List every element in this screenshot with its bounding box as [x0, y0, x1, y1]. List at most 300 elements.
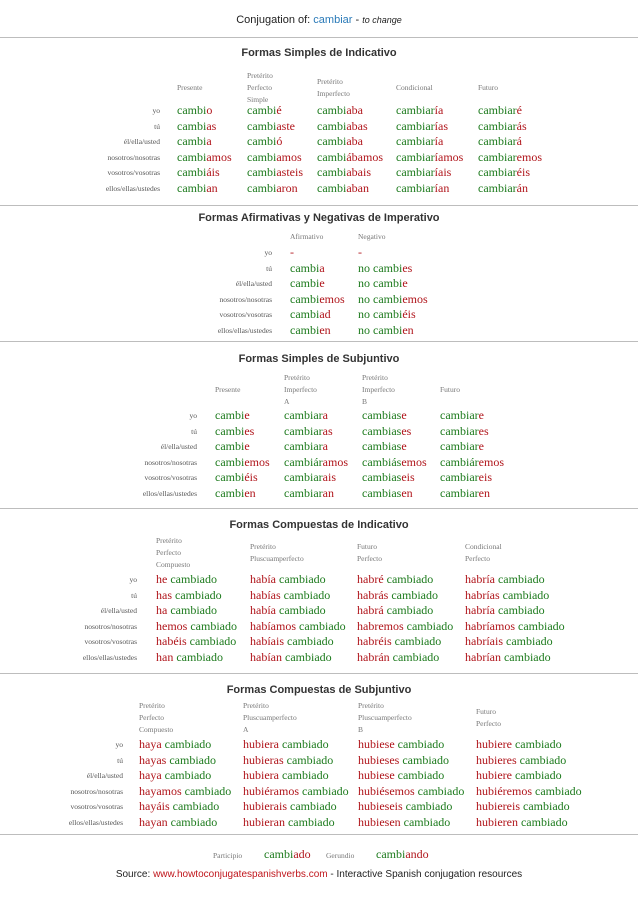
conjugation-cell — [465, 634, 553, 649]
conjugation-cell — [396, 119, 448, 134]
form-part: hubiéramos — [243, 783, 302, 798]
form-part: cambi — [247, 180, 277, 195]
conjugation-cell — [357, 603, 433, 618]
form-part: cambiado — [287, 634, 334, 648]
form-part: cambi — [317, 165, 347, 179]
conjugation-cell — [358, 784, 464, 799]
conjugation-cell — [358, 261, 412, 276]
form-part: á — [516, 134, 522, 148]
form-part: cambi — [215, 454, 245, 469]
form-part: es — [244, 423, 255, 438]
section-title: Formas Compuestas de Subjuntivo — [226, 684, 412, 696]
form-part: cambiado — [535, 783, 582, 798]
conjugation-cell — [358, 753, 449, 768]
conjugation-cell — [177, 134, 212, 149]
pronoun-label: vosotros/vosotras — [219, 310, 272, 319]
conjugation-cell — [478, 165, 530, 180]
form-part: no cambi — [358, 307, 403, 321]
column-header: Pluscuamperfecto — [250, 554, 304, 563]
form-part: cambiado — [302, 783, 349, 798]
form-part: cambiado — [283, 587, 331, 602]
conjugation-cell — [243, 784, 349, 799]
participio-label: Participio — [213, 851, 243, 860]
form-part: habíais — [250, 634, 287, 648]
form-part: cambiar — [396, 149, 435, 164]
header-prefix: Conjugation of: — [236, 14, 314, 26]
form-part: hubieseis — [358, 799, 406, 813]
conjugation-cell — [139, 768, 211, 783]
form-part: hubiere — [476, 737, 515, 751]
form-part: cambiado — [397, 768, 445, 782]
form-part: cambi — [290, 307, 320, 321]
form-part: no cambi — [358, 291, 403, 306]
conjugation-cell — [396, 134, 443, 149]
conjugation-cell — [250, 588, 330, 603]
form-part: habían — [250, 649, 285, 664]
form-part: hubiereis — [476, 799, 523, 813]
form-part: cambiar — [478, 103, 517, 117]
form-part: emos — [401, 454, 427, 469]
conjugation-cell — [358, 307, 416, 322]
form-part: e — [478, 439, 484, 453]
conjugation-cell — [358, 799, 452, 814]
conjugation-cell — [357, 634, 441, 649]
pronoun-label: nosotros/nosotras — [219, 294, 272, 304]
form-part: cambiado — [497, 572, 545, 586]
form-part: e — [402, 276, 408, 290]
form-part: ías — [434, 118, 448, 133]
conjugation-cell — [440, 439, 484, 454]
conjugation-cell — [156, 572, 217, 587]
participio-form — [264, 847, 311, 862]
conjugation-cell — [139, 753, 216, 768]
divider — [0, 673, 638, 674]
form-part: - — [358, 245, 362, 259]
form-part: he — [156, 572, 171, 586]
conjugation-cell — [156, 634, 236, 649]
form-part: cambiado — [523, 799, 570, 813]
form-part: o — [206, 103, 213, 117]
form-part: a — [206, 134, 212, 148]
form-part: habéis — [156, 634, 190, 648]
form-part: cambi — [247, 134, 277, 148]
form-part: abas — [346, 118, 368, 133]
conjugation-cell — [358, 815, 450, 830]
form-part: cambi — [317, 180, 347, 195]
form-part: emos — [478, 454, 504, 469]
form-part: cambi — [177, 165, 207, 179]
column-header: Futuro — [357, 542, 378, 551]
form-part: cambiado — [406, 618, 454, 633]
conjugation-cell — [250, 650, 332, 665]
form-part: cambiado — [397, 737, 445, 751]
conjugation-cell — [476, 799, 570, 814]
form-part: ais — [322, 470, 336, 484]
form-part: a — [322, 408, 328, 422]
form-part: emos — [402, 291, 428, 306]
conjugation-cell — [290, 261, 325, 276]
form-part: éis — [516, 165, 530, 179]
form-part: cambiár — [284, 454, 323, 469]
form-part: hubiera — [243, 737, 282, 751]
form-part: hubieras — [243, 752, 287, 767]
form-part: cambiado — [391, 587, 438, 602]
conjugation-cell — [362, 470, 415, 485]
conjugation-cell — [476, 815, 568, 830]
conjugation-cell — [358, 292, 428, 307]
column-header: Imperfecto — [317, 89, 350, 98]
conjugation-cell — [478, 103, 522, 118]
form-part: a — [322, 439, 328, 453]
source-link[interactable]: www.howtoconjugatespanishverbs.com — [153, 869, 328, 880]
form-part: cambiado — [281, 768, 329, 782]
form-part: es — [478, 423, 489, 438]
form-part: cambiado — [514, 737, 562, 751]
conjugation-cell — [290, 292, 345, 307]
form-part: e — [319, 276, 325, 290]
pronoun-label: él/ella/usted — [235, 279, 272, 288]
pronoun-label: yo — [152, 106, 160, 115]
conjugation-cell — [243, 799, 337, 814]
form-part: e — [244, 408, 250, 422]
form-part: cambiar — [478, 118, 517, 133]
form-part: cambi — [177, 103, 207, 117]
form-part: cambi — [247, 118, 277, 133]
conjugation-cell — [177, 181, 218, 196]
conjugation-cell — [440, 424, 489, 439]
form-part: hubierais — [243, 799, 290, 813]
form-part: emos — [516, 149, 542, 164]
column-header: Afirmativo — [290, 232, 324, 241]
form-part: cambiar — [440, 470, 479, 484]
form-part: as — [206, 118, 217, 133]
form-part: cambias — [362, 423, 402, 438]
conjugation-cell — [358, 276, 408, 291]
form-part: cambiado — [279, 572, 326, 586]
form-part: no cambi — [358, 322, 403, 337]
participio-ending: ado — [293, 847, 311, 861]
header-meaning: to change — [362, 15, 402, 25]
pronoun-label: tú — [154, 121, 160, 131]
conjugation-cell — [215, 470, 258, 485]
form-part: amos — [322, 454, 348, 469]
form-part: ó — [276, 134, 283, 148]
form-part: no cambi — [358, 276, 403, 290]
pronoun-label: ellos/ellas/ustedes — [217, 325, 272, 335]
form-part: án — [516, 180, 528, 195]
pronoun-label: él/ella/usted — [160, 442, 197, 451]
column-header: Perfecto — [247, 83, 272, 92]
pronoun-label: nosotros/nosotras — [144, 457, 197, 467]
conjugation-cell — [156, 650, 223, 665]
form-part: cambiado — [281, 737, 329, 751]
conjugation-cell — [139, 799, 219, 814]
pronoun-label: tú — [117, 755, 123, 765]
conjugation-cell — [247, 165, 303, 180]
conjugation-cell — [362, 439, 407, 454]
section-title: Formas Simples de Indicativo — [241, 47, 397, 59]
column-header: Perfecto — [465, 554, 490, 563]
column-header: Pretérito — [284, 373, 310, 382]
form-part: hayáis — [139, 799, 173, 813]
conjugation-cell — [177, 119, 216, 134]
pronoun-label: él/ella/usted — [100, 606, 137, 615]
pronoun-label: nosotros/nosotras — [70, 786, 123, 796]
form-part: habíamos — [250, 618, 299, 633]
conjugation-cell — [243, 753, 333, 768]
section-title: Formas Compuestas de Indicativo — [229, 519, 409, 531]
form-part: cambiado — [506, 634, 553, 648]
pronoun-label: él/ella/usted — [123, 137, 160, 146]
form-part: cambiar — [440, 423, 479, 438]
conjugation-cell — [290, 307, 331, 322]
form-part: e — [244, 439, 250, 453]
form-part: cambiar — [440, 408, 479, 422]
column-header: Condicional — [396, 83, 433, 92]
form-part: había — [250, 572, 279, 586]
conjugation-cell — [250, 572, 326, 587]
form-part: cambiar — [284, 485, 323, 500]
form-part: éis — [244, 470, 258, 484]
form-part: cambi — [290, 276, 320, 290]
participio-stem: cambi — [264, 847, 294, 861]
form-part: cambiar — [284, 439, 323, 453]
divider — [0, 834, 638, 835]
form-part: cambiado — [164, 768, 212, 782]
form-part: habría — [465, 603, 498, 617]
pronoun-label: tú — [191, 426, 197, 436]
form-part: eis — [478, 470, 492, 484]
conjugation-cell — [357, 650, 439, 665]
form-part: cambi — [215, 423, 245, 438]
form-part: hemos — [156, 618, 191, 633]
section-title: Formas Afirmativas y Negativas de Imperativo — [198, 212, 440, 224]
form-part: cambiado — [394, 634, 442, 648]
conjugation-cell — [478, 119, 527, 134]
conjugation-cell — [247, 181, 298, 196]
conjugation-cell — [139, 737, 211, 752]
column-header: Pretérito — [156, 536, 182, 545]
form-part: en — [319, 322, 331, 337]
form-part: cambiado — [520, 814, 568, 829]
source-suffix: - Interactive Spanish conjugation resources — [327, 869, 523, 880]
form-part: han — [156, 649, 177, 664]
form-part: íamos — [434, 149, 464, 164]
form-part: cambiar — [284, 408, 323, 422]
conjugation-cell — [139, 784, 231, 799]
column-header: Pretérito — [362, 373, 388, 382]
column-header: Pretérito — [247, 71, 273, 80]
column-header: Futuro — [478, 83, 499, 92]
form-part: éis — [402, 307, 416, 321]
conjugation-cell — [290, 276, 325, 291]
form-part: cambi — [215, 485, 245, 500]
form-part: había — [250, 603, 279, 617]
form-part: habrás — [357, 587, 392, 602]
conjugation-cell — [362, 424, 411, 439]
divider — [0, 341, 638, 342]
form-part: cambiado — [184, 783, 232, 798]
form-part: aban — [346, 180, 369, 195]
column-header: Pluscuamperfecto — [358, 713, 412, 722]
header-verb: cambiar — [313, 14, 353, 26]
source-label: Source: — [115, 869, 154, 880]
column-header: Perfecto — [139, 713, 164, 722]
form-part: haya — [139, 768, 165, 782]
pronoun-label: yo — [189, 411, 197, 420]
conjugation-cell — [358, 245, 362, 260]
form-part: cambiar — [284, 470, 323, 484]
form-part: cambiado — [164, 737, 212, 751]
column-header: Futuro — [440, 385, 461, 394]
pronoun-label: nosotros/nosotras — [84, 621, 137, 631]
form-part: cambiar — [396, 134, 435, 148]
form-part: hubieren — [476, 814, 521, 829]
form-part: cambiár — [440, 454, 479, 469]
form-part: habréis — [357, 634, 395, 648]
conjugation-cell — [362, 408, 407, 423]
form-part: habrían — [465, 649, 504, 664]
form-part: habré — [357, 572, 387, 586]
form-part: cambi — [177, 149, 207, 164]
conjugation-cell — [396, 165, 451, 180]
conjugation-cell — [396, 181, 449, 196]
form-part: cambiado — [519, 752, 567, 767]
form-part: cambiado — [403, 814, 451, 829]
form-part: cambiado — [176, 649, 223, 664]
form-part: cambi — [317, 103, 347, 117]
form-part: cambiado — [285, 649, 332, 664]
form-part: cambiar — [284, 423, 323, 438]
conjugation-cell — [317, 181, 369, 196]
form-part: cambiado — [386, 572, 434, 586]
form-part: ás — [516, 118, 527, 133]
conjugation-cell — [177, 165, 220, 180]
conjugation-cell — [156, 603, 217, 618]
form-part: hayas — [139, 752, 170, 767]
conjugation-cell — [243, 737, 329, 752]
form-part: habremos — [357, 618, 407, 633]
conjugation-cell — [362, 486, 413, 501]
form-part: cambias — [362, 470, 402, 484]
form-part: asteis — [276, 165, 303, 179]
form-part: en — [478, 485, 490, 500]
form-part: an — [322, 485, 334, 500]
pronoun-label: yo — [129, 575, 137, 584]
pronoun-label: vosotros/vosotras — [107, 168, 160, 177]
form-part: cambi — [177, 134, 207, 148]
conjugation-cell — [357, 588, 438, 603]
gerundio-stem: cambi — [376, 847, 406, 861]
form-part: habría — [465, 572, 498, 586]
pronoun-label: yo — [264, 248, 272, 257]
form-part: cambiar — [396, 165, 435, 179]
conjugation-cell — [317, 165, 371, 180]
column-header: Perfecto — [357, 554, 382, 563]
section-title: Formas Simples de Subjuntivo — [238, 353, 400, 365]
column-header: Futuro — [476, 707, 497, 716]
form-part: cambiado — [169, 752, 216, 767]
form-part: hubiese — [358, 768, 398, 782]
page-header — [0, 14, 638, 26]
form-part: cambi — [290, 260, 320, 275]
header-dash: - — [352, 14, 363, 26]
form-part: cambiado — [286, 752, 334, 767]
form-part: cambiado — [290, 799, 337, 813]
form-part: emos — [319, 291, 345, 306]
column-header: Negativo — [358, 232, 386, 241]
pronoun-label: ellos/ellas/ustedes — [142, 488, 197, 498]
pronoun-label: ellos/ellas/ustedes — [105, 183, 160, 193]
conjugation-cell — [317, 103, 363, 118]
conjugation-cell — [139, 815, 217, 830]
form-part: habrá — [357, 603, 387, 617]
form-part: eis — [401, 470, 415, 484]
conjugation-cell — [476, 784, 582, 799]
form-part: cambiar — [396, 103, 435, 117]
form-part: cambiar — [478, 165, 517, 179]
pronoun-label: vosotros/vosotras — [84, 637, 137, 646]
column-header: Presente — [177, 83, 203, 92]
conjugation-cell — [284, 470, 336, 485]
conjugation-cell — [290, 323, 331, 338]
form-part: ad — [319, 307, 331, 321]
form-part: cambi — [215, 470, 245, 484]
column-header: B — [358, 725, 364, 734]
form-part: cambiado — [287, 814, 335, 829]
divider — [0, 508, 638, 509]
form-part: íais — [434, 165, 452, 179]
conjugation-cell — [357, 619, 453, 634]
form-part: habías — [250, 587, 284, 602]
conjugation-cell — [284, 439, 328, 454]
form-part: - — [290, 245, 294, 259]
conjugation-cell — [357, 572, 433, 587]
conjugation-cell — [440, 408, 484, 423]
form-part: cambi — [247, 165, 277, 179]
form-part: cambiar — [478, 134, 517, 148]
conjugation-cell — [243, 768, 329, 783]
conjugation-cell — [317, 119, 368, 134]
conjugation-cell — [215, 424, 254, 439]
conjugation-cell — [290, 245, 294, 260]
form-part: e — [478, 408, 484, 422]
column-header: Imperfecto — [284, 385, 317, 394]
conjugation-cell — [250, 634, 334, 649]
form-part: amos — [206, 149, 232, 164]
conjugation-cell — [465, 619, 565, 634]
conjugation-cell — [465, 650, 551, 665]
conjugation-cell — [247, 150, 302, 165]
pronoun-label: él/ella/usted — [86, 771, 123, 780]
column-header: B — [362, 397, 368, 406]
form-part: áis — [206, 165, 220, 179]
form-part: cambiar — [440, 485, 479, 500]
form-part: cambiar — [440, 439, 479, 453]
column-header: Simple — [247, 95, 269, 104]
conjugation-cell — [396, 103, 443, 118]
form-part: cambiado — [189, 634, 237, 648]
column-header: Pretérito — [358, 701, 384, 710]
form-part: cambi — [317, 149, 347, 164]
column-header: Perfecto — [476, 719, 501, 728]
form-part: habrías — [465, 587, 503, 602]
conjugation-cell — [250, 619, 346, 634]
conjugation-cell — [317, 150, 383, 165]
form-part: cambi — [215, 408, 245, 422]
form-part: hayamos — [139, 783, 185, 798]
column-header: Pretérito — [139, 701, 165, 710]
